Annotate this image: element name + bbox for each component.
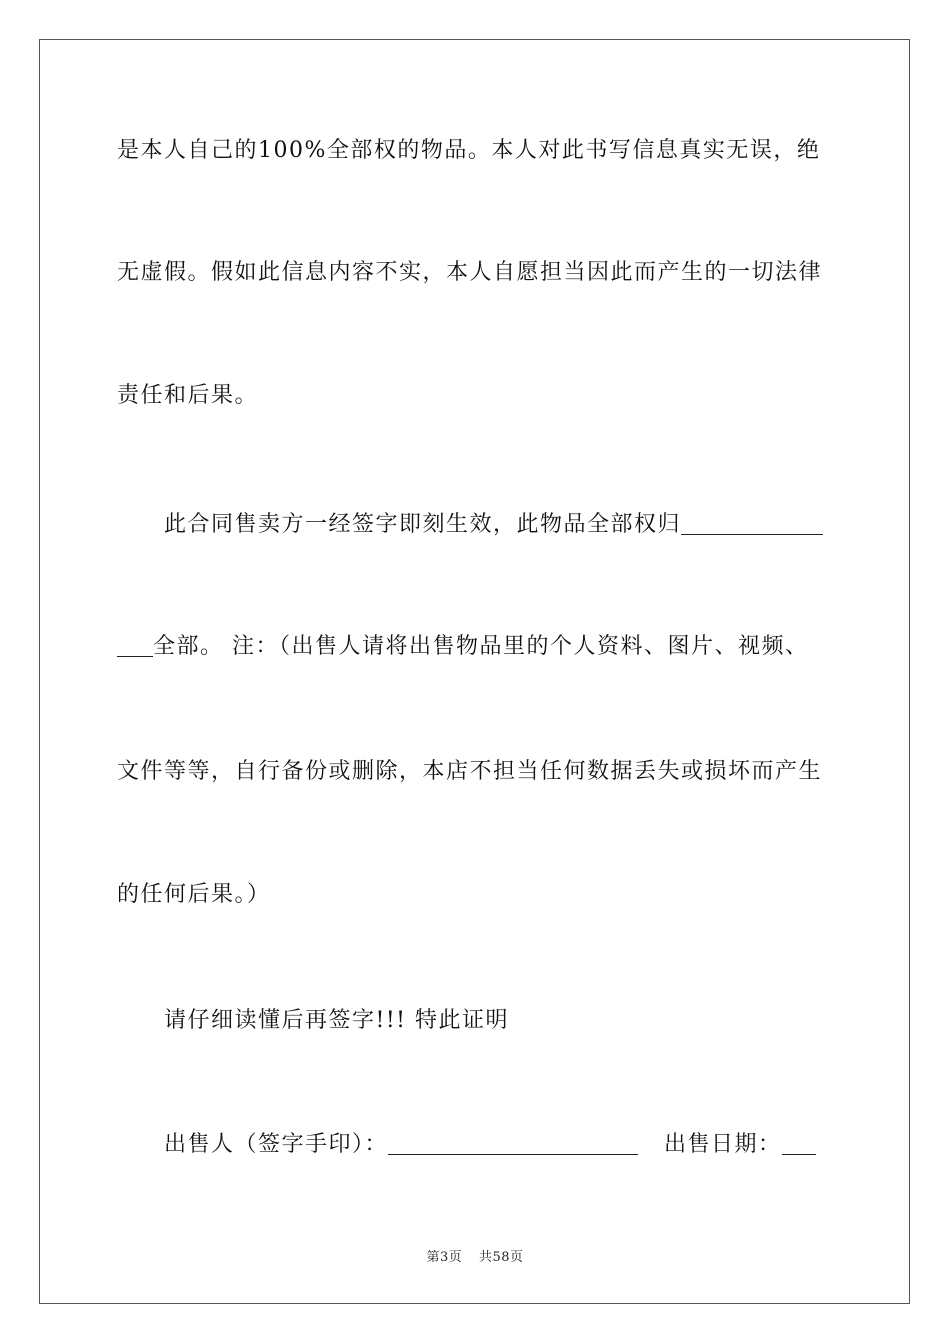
body-text: 请仔细读懂后再签字!!! 特此证明 [164, 1008, 510, 1033]
body-text: 的任何后果。） [117, 882, 271, 907]
body-line-7 [117, 880, 837, 910]
body-line-6 [117, 757, 837, 787]
body-text: 全部。 注：（出售人请将出售物品里的个人资料、图片、视频、 [153, 634, 809, 659]
body-line-4 [164, 510, 837, 540]
page-total: 共58页 [478, 1250, 524, 1265]
sale-date-blank [782, 1134, 816, 1155]
sale-date-label: 出售日期： [664, 1132, 782, 1157]
body-line-1 [117, 136, 837, 166]
body-text: 文件等等，自行备份或删除，本店不担当任何数据丢失或损坏而产生 [117, 759, 823, 784]
body-text: 责任和后果。 [117, 383, 259, 408]
body-line-3 [117, 381, 837, 411]
owner-blank [681, 514, 823, 535]
page-border [39, 39, 910, 1304]
signature-line [164, 1130, 837, 1160]
body-text: 此合同售卖方一经签字即刻生效，此物品全部权归 [164, 512, 682, 537]
body-text: 是本人自己的100%全部权的物品。本人对此书写信息真实无误，绝 [117, 138, 821, 163]
body-line-5 [117, 632, 837, 662]
page-current: 第3页 [426, 1250, 463, 1265]
page-footer [0, 1246, 950, 1265]
seller-signature-label: 出售人（签字手印）： [164, 1132, 389, 1157]
body-line-2 [117, 258, 837, 288]
owner-blank-continued [117, 636, 153, 657]
seller-signature-blank [388, 1134, 638, 1155]
body-text: 无虚假。假如此信息内容不实，本人自愿担当因此而产生的一切法律 [117, 260, 823, 285]
body-line-8 [164, 1006, 837, 1036]
